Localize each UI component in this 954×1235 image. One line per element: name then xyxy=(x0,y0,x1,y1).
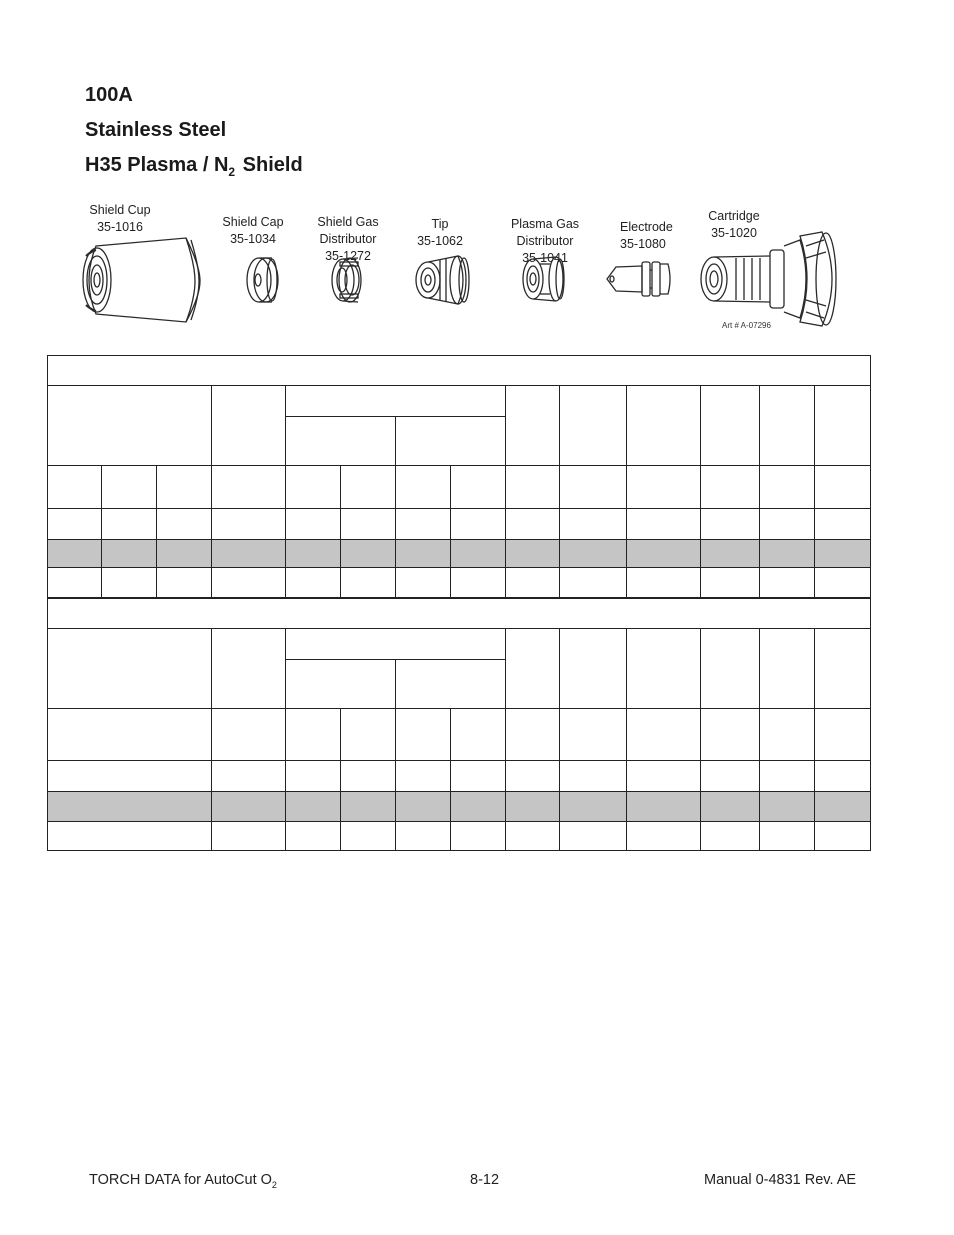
table-cell xyxy=(341,466,396,509)
table-cell xyxy=(560,386,627,466)
table-cell xyxy=(815,509,871,540)
table-cell xyxy=(506,568,560,598)
table-cell xyxy=(396,792,451,822)
table-cell xyxy=(506,822,560,851)
table-cell xyxy=(286,568,341,598)
table-cell xyxy=(212,792,286,822)
table-cell xyxy=(286,709,341,761)
table-cell xyxy=(396,761,451,792)
table-row xyxy=(48,509,871,540)
shield-gas-distributor-image xyxy=(332,258,361,302)
table-cell xyxy=(48,356,871,386)
table-cell xyxy=(102,568,157,598)
table-cell xyxy=(341,792,396,822)
table-cell xyxy=(701,761,760,792)
footer-doc-title xyxy=(89,1172,277,1190)
table-cell xyxy=(701,629,760,709)
shield-cap-name: Shield Cap xyxy=(222,215,284,229)
table-cell xyxy=(627,822,701,851)
table-cell xyxy=(48,709,212,761)
shield-gas-distributor-number: 35-1272 xyxy=(325,249,371,263)
table-cell xyxy=(212,629,286,709)
table-cell xyxy=(451,568,506,598)
table-cell xyxy=(760,792,815,822)
table-cell xyxy=(396,540,451,568)
table-cell xyxy=(760,761,815,792)
table-cell xyxy=(627,568,701,598)
table-cell xyxy=(396,509,451,540)
table-cell xyxy=(396,568,451,598)
table-cell xyxy=(627,709,701,761)
table-header-row xyxy=(48,629,871,660)
table-cell xyxy=(48,386,212,466)
table-cell xyxy=(760,568,815,598)
tip-number: 35-1062 xyxy=(417,234,463,248)
table-cell xyxy=(48,629,212,709)
table-cell xyxy=(341,761,396,792)
table-cell xyxy=(212,509,286,540)
table-cell xyxy=(560,792,627,822)
table-cell xyxy=(815,792,871,822)
table-cell xyxy=(560,540,627,568)
table-title-row xyxy=(48,356,871,386)
table-cell xyxy=(212,709,286,761)
shield-cup-name: Shield Cup xyxy=(89,203,151,217)
table-cell xyxy=(701,540,760,568)
table-cell xyxy=(560,629,627,709)
cartridge-image xyxy=(701,232,836,326)
table-row xyxy=(48,568,871,598)
table-cell xyxy=(157,540,212,568)
table-cell xyxy=(815,709,871,761)
electrode-name: Electrode xyxy=(620,220,673,234)
table-cell xyxy=(341,822,396,851)
table-cell xyxy=(701,466,760,509)
table-subheader-row xyxy=(48,709,871,761)
table-cell xyxy=(341,540,396,568)
table-cell xyxy=(560,568,627,598)
table-cell xyxy=(396,417,506,466)
table-cell xyxy=(48,466,102,509)
table-cell xyxy=(157,568,212,598)
table-cell xyxy=(815,466,871,509)
cartridge-name: Cartridge xyxy=(708,209,760,223)
art-number: Art # A-07296 xyxy=(722,321,771,330)
table-cell xyxy=(506,629,560,709)
footer-doc-title-subscript: 2 xyxy=(271,1180,277,1190)
shield-cup-number: 35-1016 xyxy=(97,220,143,234)
table-cell xyxy=(157,509,212,540)
table-cell xyxy=(760,629,815,709)
table-cell xyxy=(102,540,157,568)
plasma-gas-distributor-number: 35-1041 xyxy=(522,251,568,265)
cut-data-table xyxy=(47,355,871,851)
table-cell xyxy=(451,709,506,761)
table-cell xyxy=(48,509,102,540)
table-cell xyxy=(815,568,871,598)
table-cell xyxy=(760,509,815,540)
table-cell xyxy=(212,822,286,851)
heading-gas-prefix: H35 Plasma / N xyxy=(85,154,229,176)
table-cell xyxy=(212,761,286,792)
table-cell xyxy=(212,386,286,466)
table-cell xyxy=(48,540,102,568)
table-cell xyxy=(815,540,871,568)
table-cell xyxy=(627,466,701,509)
table-cell xyxy=(815,386,871,466)
electrode-number: 35-1080 xyxy=(620,237,666,251)
table-cell xyxy=(286,660,396,709)
table-cell xyxy=(506,792,560,822)
table-cell xyxy=(48,822,212,851)
table-cell xyxy=(48,761,212,792)
table-cell xyxy=(506,386,560,466)
table-cell xyxy=(451,509,506,540)
table-cell xyxy=(760,709,815,761)
table-cell xyxy=(396,466,451,509)
table-cell xyxy=(627,540,701,568)
table-cell xyxy=(286,417,396,466)
table-cell xyxy=(627,509,701,540)
table-cell xyxy=(506,709,560,761)
plasma-gas-distributor-image xyxy=(523,257,564,301)
table-title-row xyxy=(48,598,871,629)
shield-cap-number: 35-1034 xyxy=(230,232,276,246)
table-cell xyxy=(815,629,871,709)
table-cell xyxy=(701,709,760,761)
table-cell xyxy=(451,792,506,822)
tip-image xyxy=(416,256,469,304)
table-cell xyxy=(341,568,396,598)
electrode-image xyxy=(607,262,670,296)
shield-cap-image xyxy=(247,258,278,302)
table-cell xyxy=(451,466,506,509)
table-cell xyxy=(102,466,157,509)
heading-current: 100A xyxy=(85,84,133,106)
table-cell xyxy=(286,509,341,540)
plasma-gas-distributor-name: Plasma Gas Distributor xyxy=(510,217,580,248)
table-header-row xyxy=(48,386,871,417)
table-cell xyxy=(48,598,871,629)
footer-doc-title-text: TORCH DATA for AutoCut O xyxy=(89,1172,272,1188)
table-cell xyxy=(560,709,627,761)
table-cell xyxy=(815,822,871,851)
table-cell xyxy=(396,822,451,851)
table-cell xyxy=(701,822,760,851)
table-row xyxy=(48,761,871,792)
table-cell xyxy=(701,792,760,822)
table-cell xyxy=(627,629,701,709)
table-cell xyxy=(701,509,760,540)
table-cell xyxy=(102,509,157,540)
consumable-parts-drawing xyxy=(0,0,954,350)
table-cell xyxy=(627,792,701,822)
footer-page-number: 8-12 xyxy=(470,1172,500,1188)
table-cell xyxy=(286,466,341,509)
table-cell xyxy=(701,568,760,598)
table-cell xyxy=(451,540,506,568)
table-cell xyxy=(286,822,341,851)
table-row-highlighted xyxy=(48,540,871,568)
table-cell xyxy=(760,540,815,568)
table-cell xyxy=(506,540,560,568)
table-cell xyxy=(760,822,815,851)
table-row xyxy=(48,822,871,851)
table-cell xyxy=(451,822,506,851)
table-cell xyxy=(760,466,815,509)
table-subheader-row xyxy=(48,466,871,509)
table-cell xyxy=(760,386,815,466)
table-row-highlighted xyxy=(48,792,871,822)
table-cell xyxy=(560,509,627,540)
tip-name: Tip xyxy=(431,217,449,231)
table-cell xyxy=(341,509,396,540)
table-cell xyxy=(396,709,451,761)
heading-gas-suffix: Shield xyxy=(237,154,303,176)
footer-manual-number: Manual 0-4831 Rev. AE xyxy=(704,1172,857,1188)
table-cell xyxy=(451,761,506,792)
table-cell xyxy=(286,540,341,568)
table-cell xyxy=(286,386,506,417)
table-cell xyxy=(286,629,506,660)
table-cell xyxy=(506,509,560,540)
table-cell xyxy=(157,466,212,509)
table-cell xyxy=(627,761,701,792)
table-cell xyxy=(212,568,286,598)
table-cell xyxy=(506,761,560,792)
table-cell xyxy=(506,466,560,509)
cartridge-number: 35-1020 xyxy=(711,226,757,240)
heading-material: Stainless Steel xyxy=(85,119,227,141)
table-cell xyxy=(48,568,102,598)
table-cell xyxy=(560,466,627,509)
table-cell xyxy=(815,761,871,792)
shield-cup-image xyxy=(83,238,200,322)
shield-gas-distributor-name: Shield Gas Distributor xyxy=(317,215,379,246)
table-cell xyxy=(560,822,627,851)
table-cell xyxy=(48,792,212,822)
table-cell xyxy=(341,709,396,761)
table-cell xyxy=(701,386,760,466)
table-cell xyxy=(560,761,627,792)
table-cell xyxy=(212,466,286,509)
table-cell xyxy=(396,660,506,709)
heading-gas-subscript: 2 xyxy=(228,165,236,179)
table-cell xyxy=(627,386,701,466)
table-cell xyxy=(286,761,341,792)
table-cell xyxy=(212,540,286,568)
table-cell xyxy=(286,792,341,822)
